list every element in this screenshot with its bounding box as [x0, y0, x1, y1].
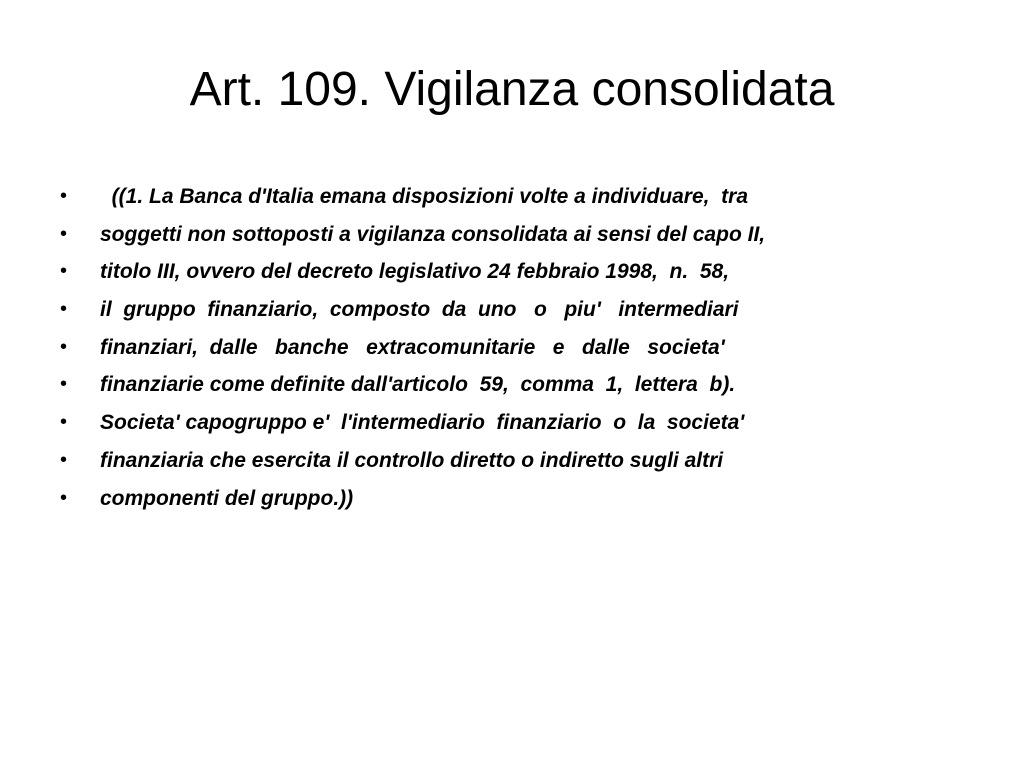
bullet-icon: • [60, 298, 68, 321]
list-item [56, 480, 976, 518]
bullet-text: finanziari, dalle banche extracomunitarie e dalle societa' [100, 335, 725, 359]
bullet-text: finanziaria che esercita il controllo diretto o indiretto sugli altri [100, 448, 724, 472]
list-item [56, 366, 976, 404]
bullet-text: soggetti non sottoposti a vigilanza consolidata ai sensi del capo II, [100, 222, 766, 246]
bullet-icon: • [60, 335, 68, 358]
bullet-icon: • [60, 411, 68, 434]
bullet-icon: • [60, 486, 68, 509]
bullet-icon: • [60, 222, 68, 245]
bullet-text: componenti del gruppo.)) [100, 486, 354, 510]
bullet-list [56, 178, 976, 517]
list-item [56, 253, 976, 291]
list-item [56, 404, 976, 442]
list-item [56, 291, 976, 329]
bullet-icon: • [60, 448, 68, 471]
bullet-text: il gruppo finanziario, composto da uno o piu' intermediari [100, 298, 739, 322]
slide-title: Art. 109. Vigilanza consolidata [189, 63, 835, 116]
bullet-text: Societa' capogruppo e' l'intermediario finanziario o la societa' [100, 411, 745, 435]
bullet-text: titolo III, ovvero del decreto legislativo 24 febbraio 1998, n. 58, [100, 260, 730, 284]
list-item [56, 178, 976, 216]
bullet-icon: • [60, 185, 68, 207]
list-item [56, 216, 976, 254]
list-item [56, 329, 976, 367]
list-item [56, 442, 976, 480]
bullet-icon: • [60, 373, 68, 396]
bullet-text: ((1. La Banca d'Italia emana disposizioni volte a individuare, tra [100, 185, 748, 208]
bullet-text: finanziarie come definite dall'articolo 59, comma 1, lettera b). [100, 373, 736, 397]
bullet-icon: • [60, 260, 68, 283]
